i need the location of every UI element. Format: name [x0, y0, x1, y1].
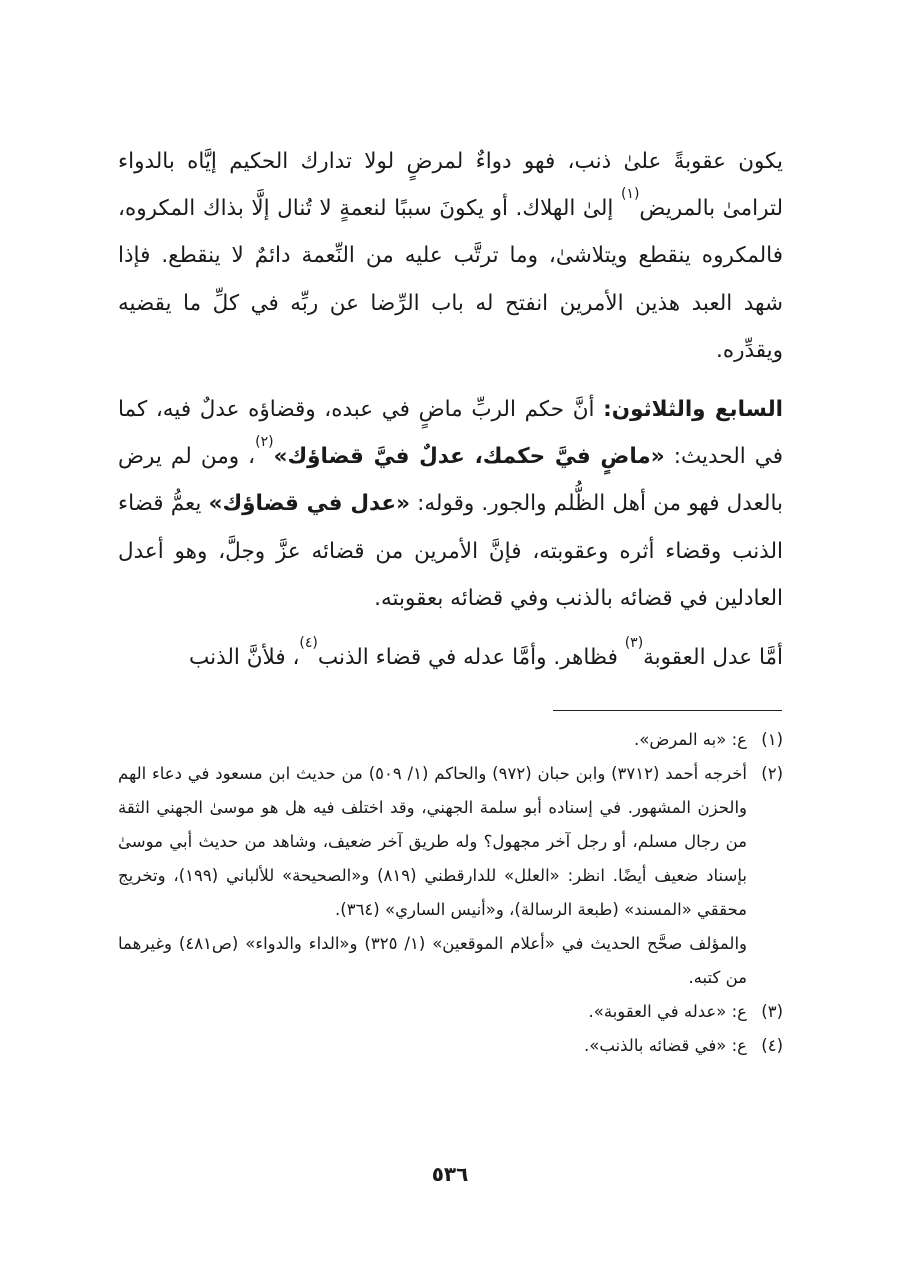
paragraph-2 — [118, 386, 783, 622]
footnotes — [118, 723, 783, 1063]
footnote-text: أخرجه أحمد (٣٧١٢) وابن حبان (٩٧٢) والحاكم (١/ ٥٠٩) من حديث ابن مسعود في دعاء الهم والحزن المشهور. في إسناده أبو سلمة الجهني، وقد اختلف فيه هل هو موسىٰ الجهني الثقة من رجال مسلم، أو رجل آخر مجهول؟ وله طريق آخر ضعيف، وشاهد من حديث أبي موسىٰ بإسناد ضعيف أيضًا. انظر: «العلل» للدارقطني (٨١٩) و«الصحيحة» للألباني (١٩٩)، وتخريج محققي «المسند» (طبعة الرسالة)، و«أنيس الساري» (٣٦٤). — [118, 764, 747, 919]
footnote-text-block — [118, 757, 747, 995]
footnote-text: ع: «عدله في العقوبة». — [588, 1002, 747, 1021]
footnote-divider — [553, 710, 782, 711]
footnote-ref-1[interactable]: (١) — [620, 186, 640, 203]
paragraph-2-text-b: ، ومن لم يرض بالعدل فهو من أهل الظُّلم والجور. وقوله: — [118, 444, 784, 517]
footnote-number: (٣) — [761, 1002, 783, 1021]
footnote-text-continued: والمؤلف صحَّح الحديث في «أعلام الموقعين» (١/ ٣٢٥) و«الداء والدواء» (ص٤٨١) وغيرهما من كتبه. — [118, 934, 747, 987]
paragraph-3-text-b: فظاهر. وأمَّا عدله في قضاء الذنب — [317, 645, 625, 671]
footnote-ref-2[interactable]: (٢) — [255, 434, 274, 451]
footnote-4 — [118, 1029, 783, 1063]
footnote-text: ع: «به المرض». — [634, 730, 747, 749]
page-number: ٥٣٦ — [431, 1162, 469, 1186]
paragraph-1-text: يكون عقوبةً علىٰ ذنب، فهو دواءٌ لمرضٍ لولا تدارك الحكيم إيَّاه بالدواء لترامىٰ بالمريض — [118, 149, 783, 222]
paragraph-3-text-a: أمَّا عدل العقوبة — [643, 645, 783, 671]
footnote-2 — [118, 757, 783, 995]
paragraph-3 — [118, 634, 783, 681]
paragraph-2-text-c: يعمُّ قضاء الذنب وقضاء أثره وعقوبته، فإنَّ الأمرين من قضائه عزَّ وجلَّ، وهو أعدل العادلين في قضائه بالذنب وفي قضائه بعقوبته. — [118, 491, 783, 611]
hadith-quote: «ماضٍ فيَّ حكمك، عدلٌ فيَّ قضاؤك» — [273, 444, 665, 470]
paragraph-1 — [118, 138, 783, 374]
paragraph-2-text-a: أنَّ حكم الربِّ ماضٍ في عبده، وقضاؤه عدلٌ فيه، كما في الحديث: — [118, 397, 783, 470]
paragraph-1-rest: إلىٰ الهلاك. أو يكونَ سببًا لنعمةٍ لا تُنال إلَّا بذاك المكروه، فالمكروه ينقطع ويتلاشىٰ، وما ترتَّب عليه من النِّعمة دائمٌ لا ينقطع. فإذا شهد العبد هذين الأمرين انفتح له باب الرِّضا عن ربِّه في كلِّ ما يقضيه ويقدِّره. — [118, 196, 783, 363]
footnote-number: (٢) — [761, 764, 783, 783]
main-text — [118, 138, 783, 681]
paragraph-3-text-c: ، فلأنَّ الذنب — [188, 645, 300, 671]
footnote-3 — [118, 995, 783, 1029]
footnote-number: (١) — [761, 730, 783, 749]
footnote-1 — [118, 723, 783, 757]
footnote-ref-3[interactable]: (٣) — [624, 635, 644, 652]
footnote-ref-4[interactable]: (٤) — [299, 635, 318, 652]
paragraph-2-lead: السابع والثلاثون: — [603, 397, 784, 423]
footnote-number: (٤) — [761, 1036, 783, 1055]
footnote-text: ع: «في قضائه بالذنب». — [584, 1036, 747, 1055]
hadith-quote-2: «عدل في قضاؤك» — [208, 491, 410, 517]
